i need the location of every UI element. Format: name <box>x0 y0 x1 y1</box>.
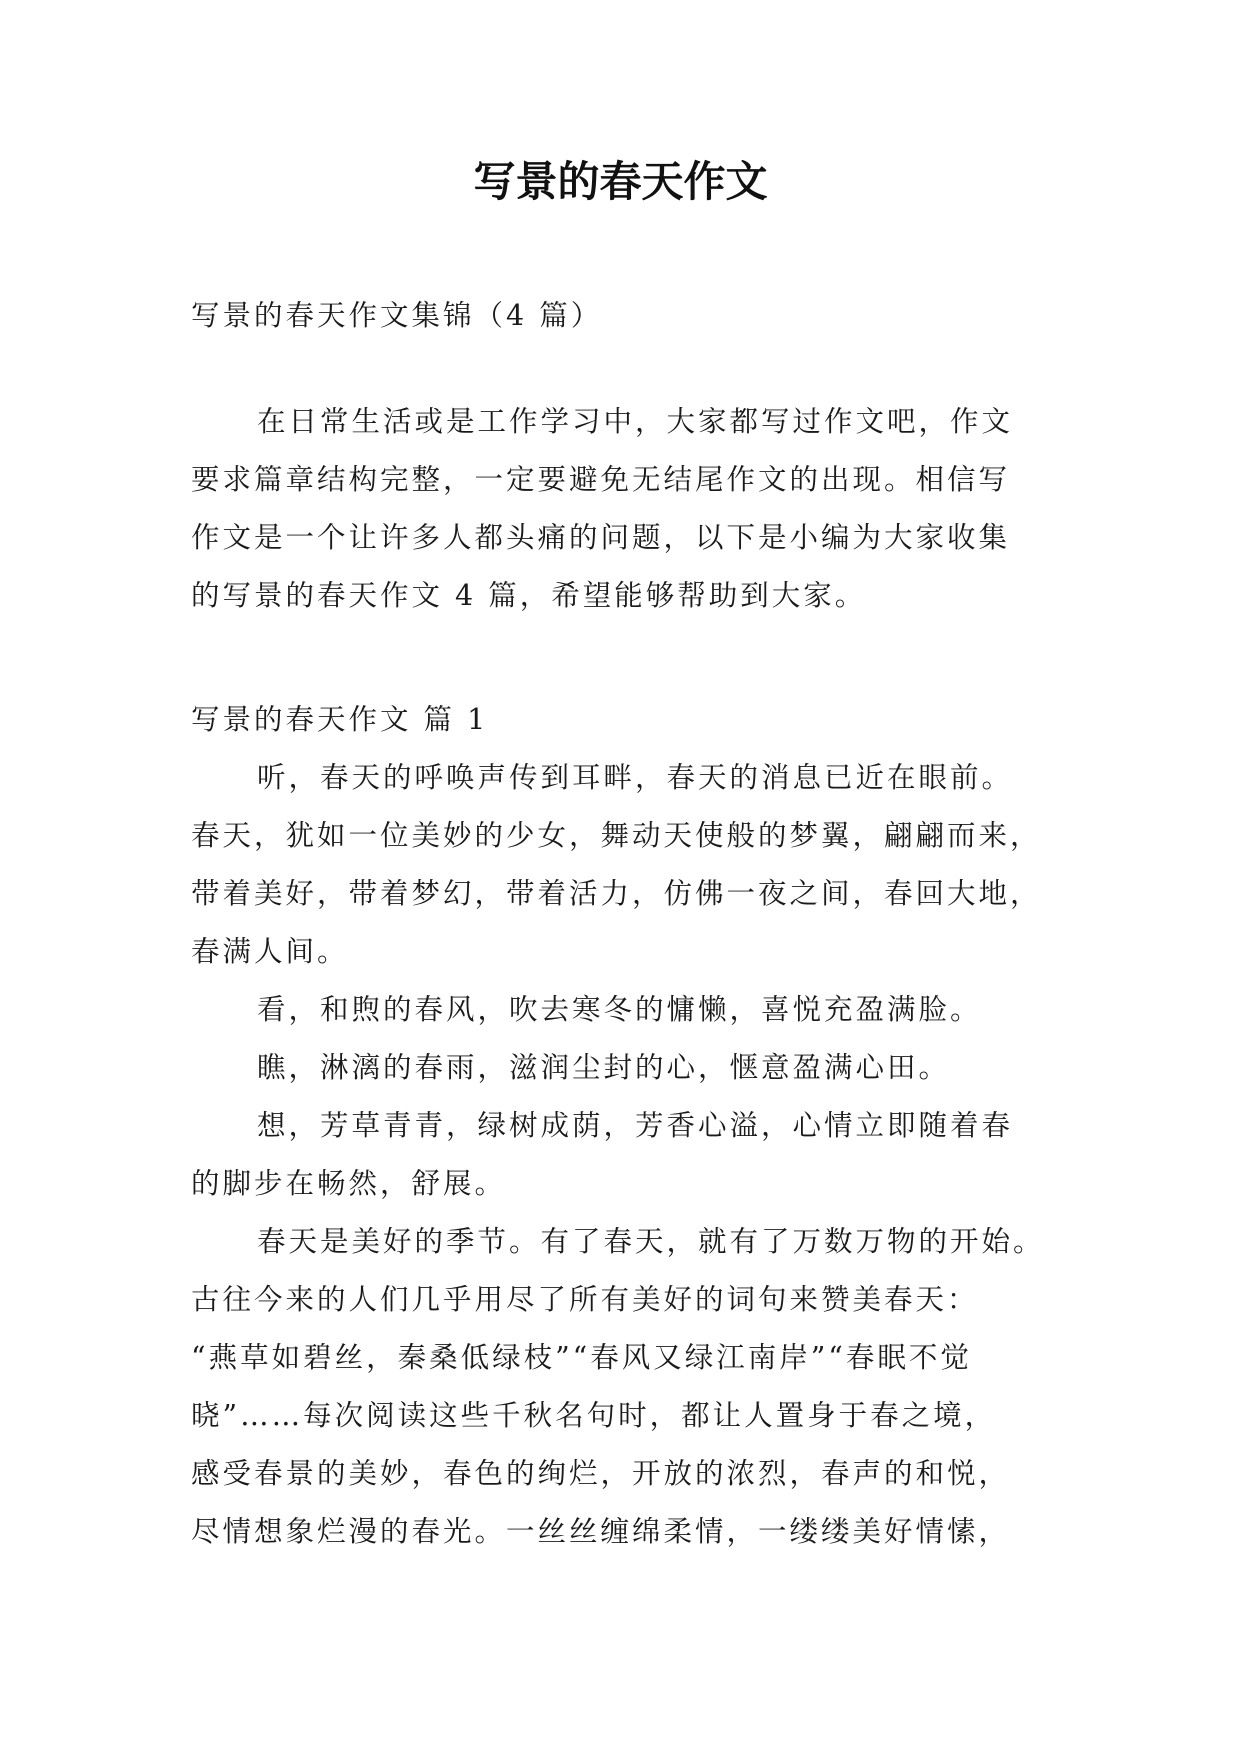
body-line: 春天，犹如一位美妙的少女，舞动天使般的梦翼，翩翩而来， <box>191 819 1042 852</box>
body-line: 带着美好，带着梦幻，带着活力，仿佛一夜之间，春回大地， <box>191 877 1042 910</box>
body-line: 看，和煦的春风，吹去寒冬的慵懒，喜悦充盈满脸。 <box>257 993 982 1026</box>
body-line: 的脚步在畅然，舒展。 <box>191 1167 507 1200</box>
body-line: 尽情想象烂漫的春光。一丝丝缠绵柔情，一缕缕美好情愫， <box>191 1515 1011 1548</box>
collection-subtitle: 写景的春天作文集锦（4 篇） <box>191 299 603 332</box>
body-line: 想，芳草青青，绿树成荫，芳香心溢，心情立即随着春 <box>257 1109 1014 1142</box>
document-title: 写景的春天作文 <box>473 157 768 206</box>
body-line: 晓”……每次阅读这些千秋名句时，都让人置身于春之境， <box>191 1399 997 1432</box>
intro-line: 要求篇章结构完整，一定要避免无结尾作文的出现。相信写 <box>191 463 1011 496</box>
body-line: 古往今来的人们几乎用尽了所有美好的词句来赞美春天： <box>191 1283 979 1316</box>
body-line: 听，春天的呼唤声传到耳畔，春天的消息已近在眼前。 <box>257 761 1014 794</box>
intro-line: 作文是一个让许多人都头痛的问题，以下是小编为大家收集 <box>191 521 1011 554</box>
body-line: 瞧，淋漓的春雨，滋润尘封的心，惬意盈满心田。 <box>257 1051 951 1084</box>
section-heading: 写景的春天作文 篇 1 <box>191 703 489 736</box>
intro-line: 在日常生活或是工作学习中，大家都写过作文吧，作文 <box>257 405 1014 438</box>
intro-line: 的写景的春天作文 4 篇，希望能够帮助到大家。 <box>191 579 867 612</box>
body-line: 春满人间。 <box>191 935 349 968</box>
body-line: 春天是美好的季节。有了春天，就有了万数万物的开始。 <box>257 1225 1045 1258</box>
body-line: 感受春景的美妙，春色的绚烂，开放的浓烈，春声的和悦， <box>191 1457 1011 1490</box>
body-line: “燕草如碧丝，秦桑低绿枝”“春风又绿江南岸”“春眠不觉 <box>191 1341 972 1374</box>
